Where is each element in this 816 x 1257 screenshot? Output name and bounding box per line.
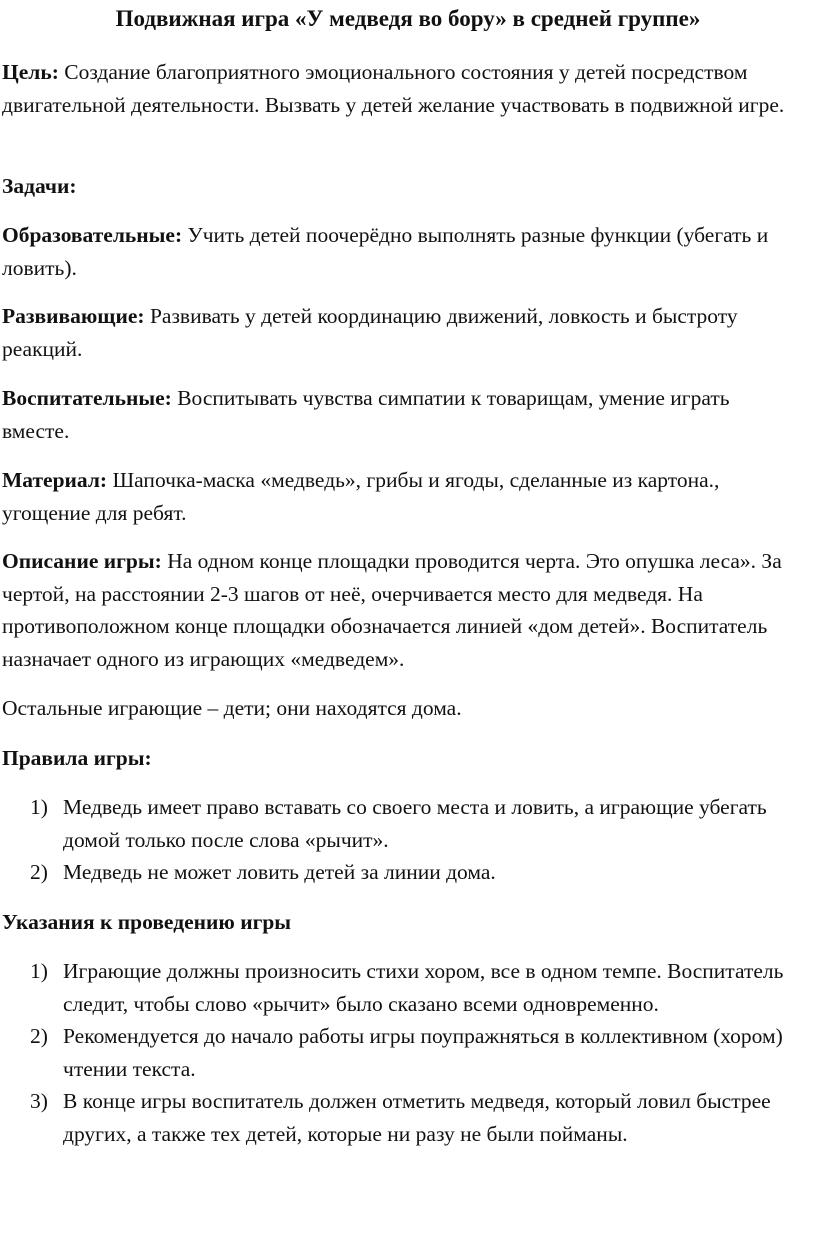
material-label: Материал: [2, 468, 108, 492]
educational-text: Учить детей поочерёдно выполнять разные функции (убегать и ловить). [2, 223, 769, 280]
list-item-text: Медведь не может ловить детей за линии дома. [63, 860, 496, 884]
goal-label: Цель: [2, 60, 59, 84]
goal-paragraph [2, 56, 802, 121]
upbringing-text: Воспитывать чувства симпатии к товарищам, умение играть вместе. [2, 386, 730, 443]
list-item [0, 1085, 805, 1150]
material-text: Шапочка-маска «медведь», грибы и ягоды, сделанные из картона., угощение для ребят. [2, 468, 720, 525]
list-item-number: 1) [30, 959, 48, 983]
list-item-text: Играющие должны произносить стихи хором, все в одном темпе. Воспитатель следит, чтобы слово «рычит» было сказано всеми одновременно. [63, 959, 784, 1016]
upbringing-paragraph [2, 382, 802, 447]
list-item [0, 791, 805, 856]
instructions-list [0, 955, 805, 1150]
list-item-text: Рекомендуется до начало работы игры поупражняться в коллективном (хором) чтении текста. [63, 1024, 783, 1081]
goal-text: Создание благоприятного эмоционального состояния у детей посредством двигательной деятельности. Вызвать у детей желание участвовать в подвижной игре. [2, 60, 785, 117]
educational-label: Образовательные: [2, 223, 183, 247]
rules-heading: Правила игры: [2, 746, 152, 770]
list-item-text: В конце игры воспитатель должен отметить медведя, который ловил быстрее других, а также тех детей, которые ни разу не были пойманы. [63, 1089, 771, 1146]
description-paragraph [2, 545, 802, 675]
upbringing-label: Воспитательные: [2, 386, 172, 410]
instructions-heading: Указания к проведению игры [2, 910, 292, 934]
tasks-heading: Задачи: [2, 174, 77, 198]
developing-paragraph [2, 300, 802, 365]
list-item-number: 3) [30, 1089, 48, 1113]
list-item-number: 2) [30, 860, 48, 884]
list-item [0, 856, 805, 889]
list-item-number: 1) [30, 795, 48, 819]
educational-paragraph [2, 219, 802, 284]
list-item [0, 1020, 805, 1085]
developing-text: Развивать у детей координацию движений, ловкость и быстроту реакций. [2, 304, 738, 361]
description-text: На одном конце площадки проводится черта. Это опушка леса». За чертой, на расстоянии 2-3 шагов от неё, очерчивается место для медведя. На противоположном конце площадки обозначается линией «дом детей». Воспитатель назначает одного из играющих «медведем». [2, 549, 782, 671]
others-paragraph: Остальные играющие – дети; они находятся дома. [2, 696, 462, 720]
rules-list [0, 791, 805, 889]
document-title: Подвижная игра «У медведя во бору» в средней группе» [115, 6, 701, 31]
list-item [0, 955, 805, 1020]
material-paragraph [2, 464, 802, 529]
developing-label: Развивающие: [2, 304, 145, 328]
list-item-text: Медведь имеет право вставать со своего места и ловить, а играющие убегать домой только после слова «рычит». [63, 795, 767, 852]
description-label: Описание игры: [2, 549, 162, 573]
list-item-number: 2) [30, 1024, 48, 1048]
